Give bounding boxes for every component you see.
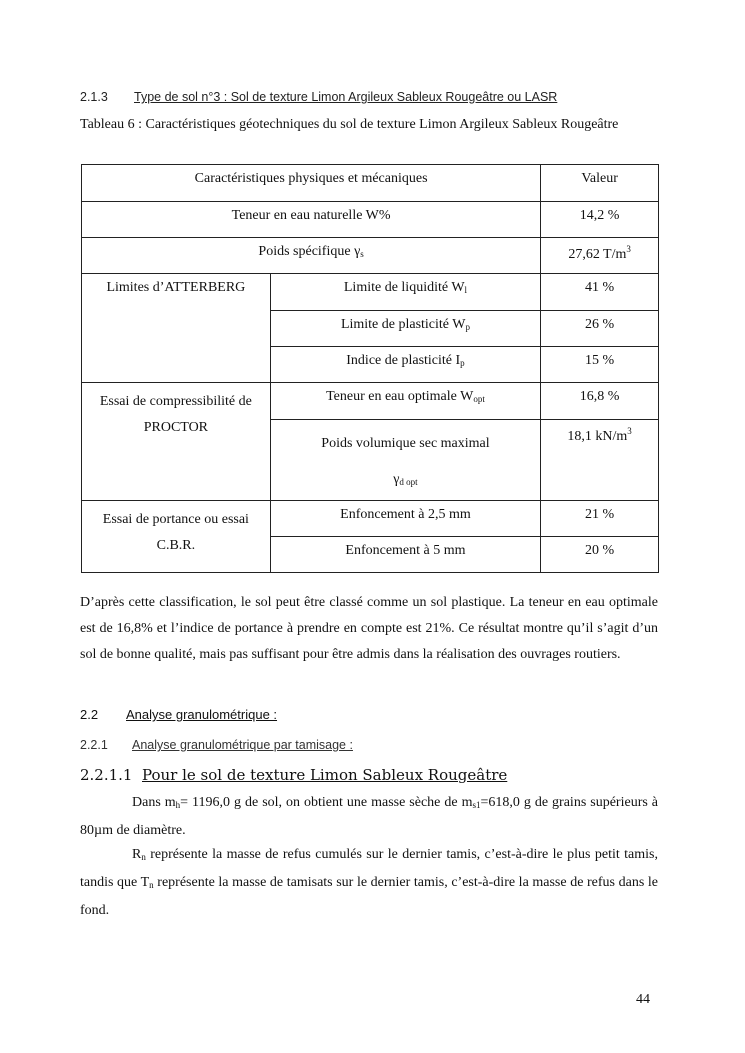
enf5-value: 20 % xyxy=(541,537,659,573)
section-number: 2.2 xyxy=(80,707,99,722)
section-number: 2.2.1 xyxy=(80,738,108,752)
section-number: 2.2.1.1 xyxy=(80,766,133,784)
cbr-label: Essai de portance ou essai C.B.R. xyxy=(82,501,271,573)
table-caption: Tableau 6 : Caractéristiques géotechniques du sol de texture Limon Argileux Sableux Rougeâtre xyxy=(80,117,619,132)
geotechnical-table xyxy=(81,164,659,573)
wopt-label: Teneur en eau optimale $W_{opt}$ xyxy=(270,383,540,420)
table-row xyxy=(82,274,659,311)
wp-value: 26 % xyxy=(541,311,659,347)
paragraph-refus: $R_n$ représente la masse de refus cumulés sur le dernier tamis, c’est-à-dire le plus petit tamis, tandis que $T_n$ représente la masse de tamisats sur le dernier tamis, c’est-à-dire la masse de refus dans le fond. xyxy=(80,847,658,918)
table-row xyxy=(82,202,659,238)
proctor-label: Essai de compressibilité de PROCTOR xyxy=(82,383,271,501)
table-row xyxy=(82,238,659,274)
table-row xyxy=(82,383,659,420)
enf25-value: 21 % xyxy=(541,501,659,537)
gamma-label: Poids volumique sec maximal $\gamma_{d opt}$ xyxy=(270,420,540,501)
teneur-value: 14,2 % xyxy=(541,202,659,238)
section-heading-2-1-3 xyxy=(80,90,557,104)
poids-value: 27,62 $T/m^3$ xyxy=(541,238,659,274)
wp-label: Limite de plasticité $W_p$ xyxy=(270,311,540,347)
paragraph-mass: Dans $m_h= 1196,0$ g de sol, on obtient une masse sèche de $m_{s1}=618,0$ g de grains supérieurs à 80µm de diamètre. xyxy=(80,795,658,838)
teneur-label: Teneur en eau naturelle W% xyxy=(82,202,541,238)
section-title: Analyse granulométrique par tamisage : xyxy=(132,738,353,752)
wl-value: 41 % xyxy=(541,274,659,311)
section-title: Pour le sol de texture Limon Sableux Rougeâtre xyxy=(142,766,508,784)
atterberg-label: Limites d’ATTERBERG xyxy=(82,274,271,383)
section-heading-2-2-1 xyxy=(80,738,353,752)
wopt-value: 16,8 % xyxy=(541,383,659,420)
poids-label: Poids spécifique $\gamma_s$ xyxy=(82,238,541,274)
enf5-label: Enfoncement à 5 mm xyxy=(270,537,540,573)
section-number: 2.1.3 xyxy=(80,90,108,104)
ip-label: Indice de plasticité $I_p$ xyxy=(270,347,540,383)
ip-value: 15 % xyxy=(541,347,659,383)
section-heading-2-2 xyxy=(80,707,277,722)
section-heading-2-2-1-1 xyxy=(80,766,507,784)
section-title: Analyse granulométrique : xyxy=(126,707,278,722)
page-number: 44 xyxy=(636,992,650,1007)
section-title: Type de sol n°3 : Sol de texture Limon Argileux Sableux Rougeâtre ou LASR xyxy=(134,90,558,104)
header-value: Valeur xyxy=(541,165,659,202)
table-row xyxy=(82,501,659,537)
gamma-value: 18,1 $kN/m^3$ xyxy=(541,420,659,501)
paragraph-classification: D’après cette classification, le sol peut être classé comme un sol plastique. La teneur en eau optimale est de 16,8% et l’indice de portance à prendre en compte est 21%. Ce résultat montre qu’il s’agit d’un sol de bonne qualité, mais pas suffisant pour être admis dans la réalisation des ouvrages routiers. xyxy=(80,595,658,662)
header-characteristics: Caractéristiques physiques et mécaniques xyxy=(82,165,541,202)
wl-label: Limite de liquidité $W_l$ xyxy=(270,274,540,311)
table-row xyxy=(82,165,659,202)
enf25-label: Enfoncement à 2,5 mm xyxy=(270,501,540,537)
